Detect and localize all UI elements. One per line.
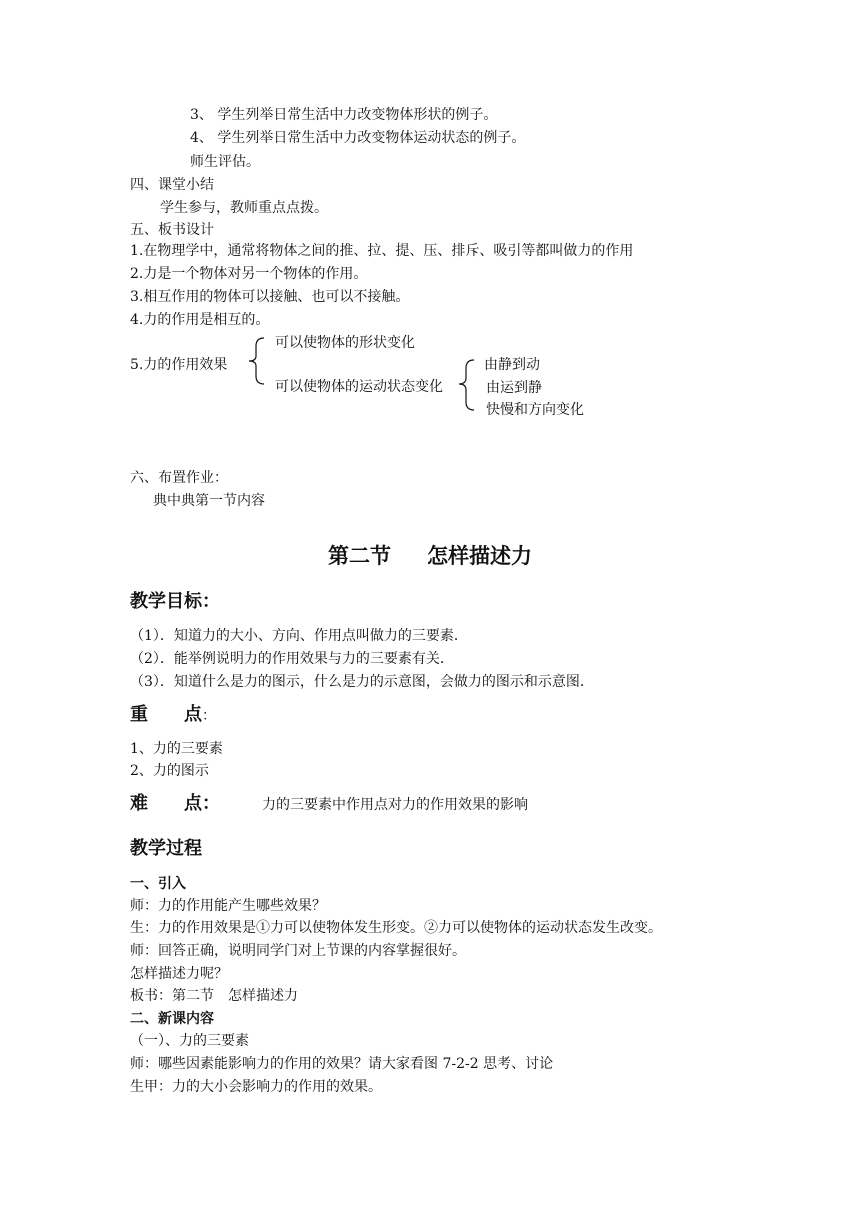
lesson-title (0, 542, 860, 570)
homework-text: 典中典第一节内容 (153, 493, 265, 509)
board-item-2: 2.力是一个物体对另一个物体的作用。 (130, 266, 368, 282)
intro-line-5: 板书：第二节 怎样描述力 (130, 988, 298, 1004)
activity-3: 3、 学生列举日常生活中力改变物体形状的例子。 (190, 107, 498, 123)
process-heading: 教学过程 (130, 838, 202, 859)
summary-heading: 四、课堂小结 (130, 177, 214, 193)
intro-line-1: 师：力的作用能产生哪些效果？ (130, 898, 326, 914)
new-line-3: 生甲：力的大小会影响力的作用的效果。 (130, 1079, 382, 1095)
effects-brace (246, 336, 268, 386)
lesson-title-topic: 怎样描述力 (427, 544, 532, 568)
summary-text: 学生参与，教师重点点拨。 (160, 200, 328, 216)
board-item-3: 3.相互作用的物体可以接触、也可以不接触。 (130, 289, 410, 305)
key-point-1: 1、力的三要素 (130, 741, 223, 757)
board-heading: 五、板书设计 (130, 222, 214, 238)
intro-line-2: 生：力的作用效果是①力可以使物体发生形变。②力可以使物体的运动状态发生改变。 (130, 920, 662, 936)
effects-label: 5.力的作用效果 (130, 357, 228, 373)
board-item-4: 4.力的作用是相互的。 (130, 312, 270, 328)
new-content-heading: 二、新课内容 (130, 1011, 214, 1027)
objective-3: （3）．知道什么是力的图示，什么是力的示意图，会做力的图示和示意图． (130, 674, 594, 690)
motion-change-1: 由静到动 (484, 357, 540, 373)
lesson-title-section: 第二节 (328, 544, 391, 568)
homework-heading: 六、布置作业： (130, 470, 228, 486)
key-heading-text: 重 点 (130, 704, 202, 725)
board-item-1: 1.在物理学中，通常将物体之间的推、拉、提、压、排斥、吸引等都叫做力的作用 (130, 243, 634, 259)
difficulty-heading: 难 点： (130, 793, 220, 814)
intro-heading: 一、引入 (130, 876, 186, 892)
key-point-2: 2、力的图示 (130, 763, 209, 779)
key-points-heading (130, 703, 216, 728)
effect-motion: 可以使物体的运动状态变化 (275, 379, 443, 395)
new-line-1: （一）、力的三要素 (130, 1033, 249, 1049)
new-line-2: 师：哪些因素能影响力的作用的效果？请大家看图 7-2-2 思考、讨论 (130, 1056, 554, 1072)
activity-4: 4、 学生列举日常生活中力改变物体运动状态的例子。 (190, 130, 526, 146)
evaluation-text: 师生评估。 (190, 154, 260, 170)
objective-2: （2）．能举例说明力的作用效果与力的三要素有关． (130, 651, 454, 667)
difficulty-text: 力的三要素中作用点对力的作用效果的影响 (262, 797, 528, 813)
intro-line-4: 怎样描述力呢？ (130, 966, 228, 982)
motion-change-3: 快慢和方向变化 (486, 402, 584, 418)
motion-change-2: 由运到静 (486, 380, 542, 396)
key-heading-colon: ： (202, 708, 216, 724)
objective-1: （1）．知道力的大小、方向、作用点叫做力的三要素． (130, 628, 468, 644)
intro-line-3: 师：回答正确，说明同学门对上节课的内容掌握很好。 (130, 943, 466, 959)
objectives-heading: 教学目标： (130, 591, 220, 612)
effect-shape: 可以使物体的形状变化 (275, 335, 415, 351)
motion-brace (450, 358, 480, 412)
